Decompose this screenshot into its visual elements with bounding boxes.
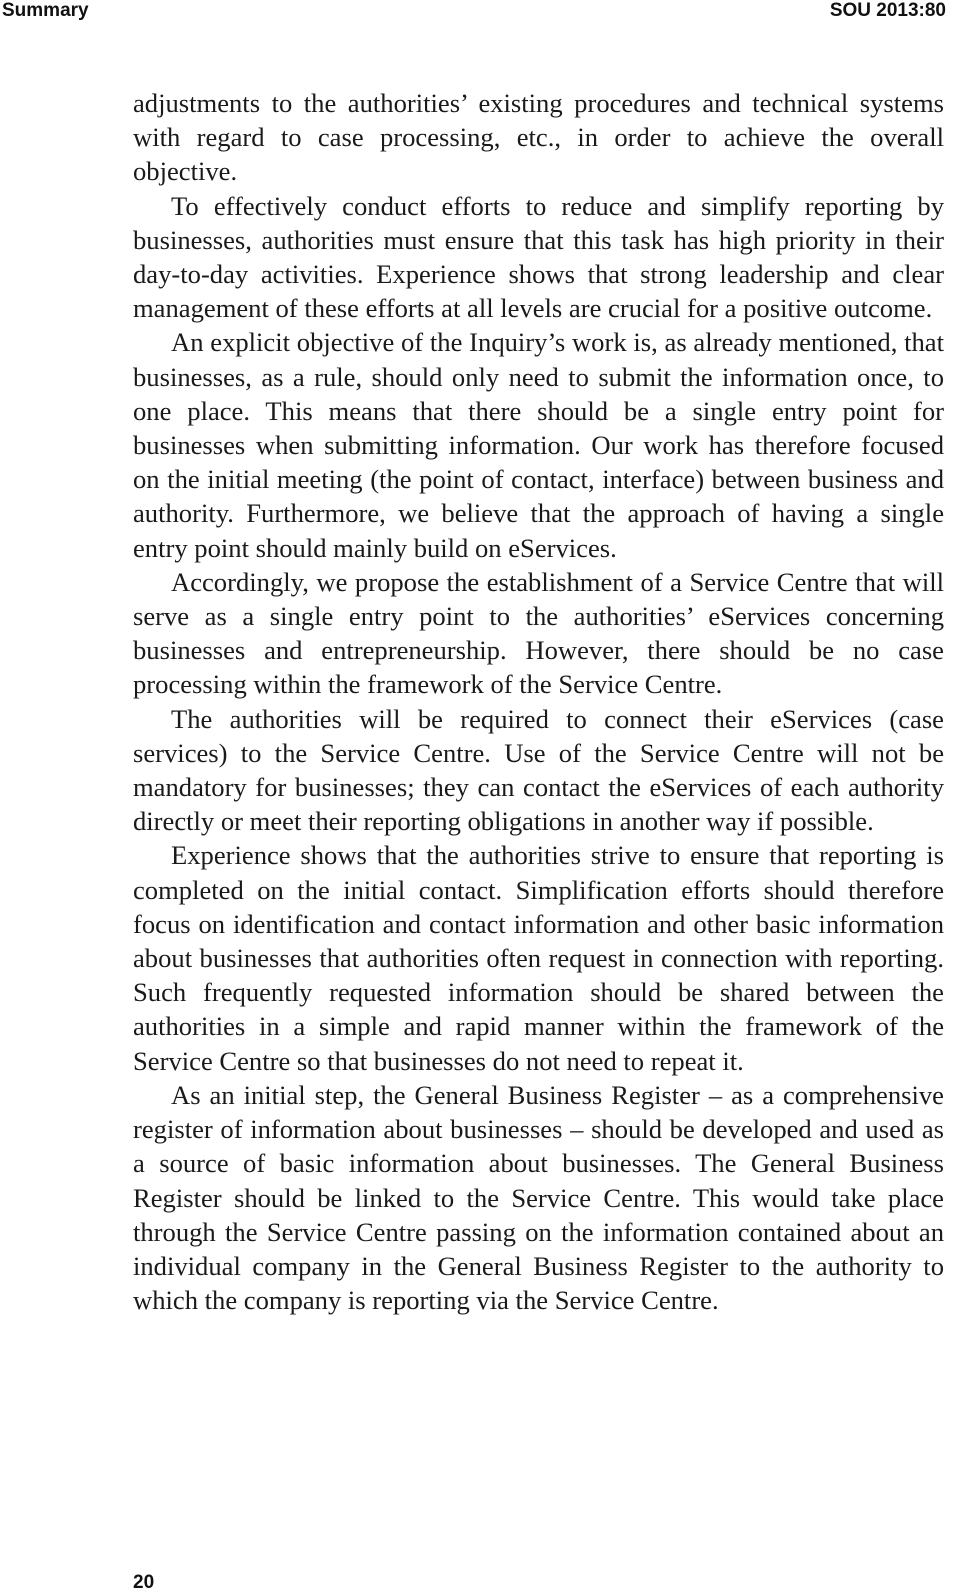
paragraph: Experience shows that the authorities strive to ensure that reporting is completed on the initial contact. Simplification efforts should therefore focus on identification and contact information and other basic information about businesses that authorities often request in connection with reporting. Such frequently requested information should be shared between the authorities in a simple and rapid manner within the framework of the Service Centre so that businesses do not need to repeat it.: [133, 840, 944, 1076]
body-text: [133, 86, 944, 1317]
paragraph: To effectively conduct efforts to reduce and simplify reporting by businesses, authorities must ensure that this task has high priority in their day-to-day activities. Experience shows that strong leadership and clear management of these efforts at all levels are crucial for a positive outcome.: [133, 190, 944, 324]
running-header: [0, 0, 960, 24]
paragraph: As an initial step, the General Business Register – as a comprehensive register of information about businesses – should be developed and used as a source of basic information about businesses. The General Business Register should be linked to the Service Centre. This would take place through the Service Centre passing on the information contained about an individual company in the General Business Register to the authority to which the company is reporting via the Service Centre.: [133, 1079, 944, 1316]
paragraph: The authorities will be required to connect their eServices (case services) to the Service Centre. Use of the Service Centre will not be mandatory for businesses; they can contact the eServices of each authority directly or meet their reporting obligations in another way if possible.: [133, 703, 944, 837]
running-header-section: Summary: [2, 0, 89, 21]
page-number: 20: [133, 1572, 155, 1593]
paragraph: Accordingly, we propose the establishment of a Service Centre that will serve as a single entry point to the authorities’ eServices concerning businesses and entrepreneurship. However, there should be no case processing within the framework of the Service Centre.: [133, 566, 944, 700]
paragraph: An explicit objective of the Inquiry’s work is, as already mentioned, that businesses, as a rule, should only need to submit the information once, to one place. This means that there should be a single entry point for businesses when submitting information. Our work has therefore focused on the initial meeting (the point of contact, interface) between business and authority. Furthermore, we believe that the approach of having a single entry point should mainly build on eServices.: [133, 327, 944, 563]
paragraph: adjustments to the authorities’ existing procedures and technical systems with regard to case processing, etc., in order to achieve the overall objective.: [133, 88, 944, 187]
running-header-document-id: SOU 2013:80: [829, 0, 946, 21]
